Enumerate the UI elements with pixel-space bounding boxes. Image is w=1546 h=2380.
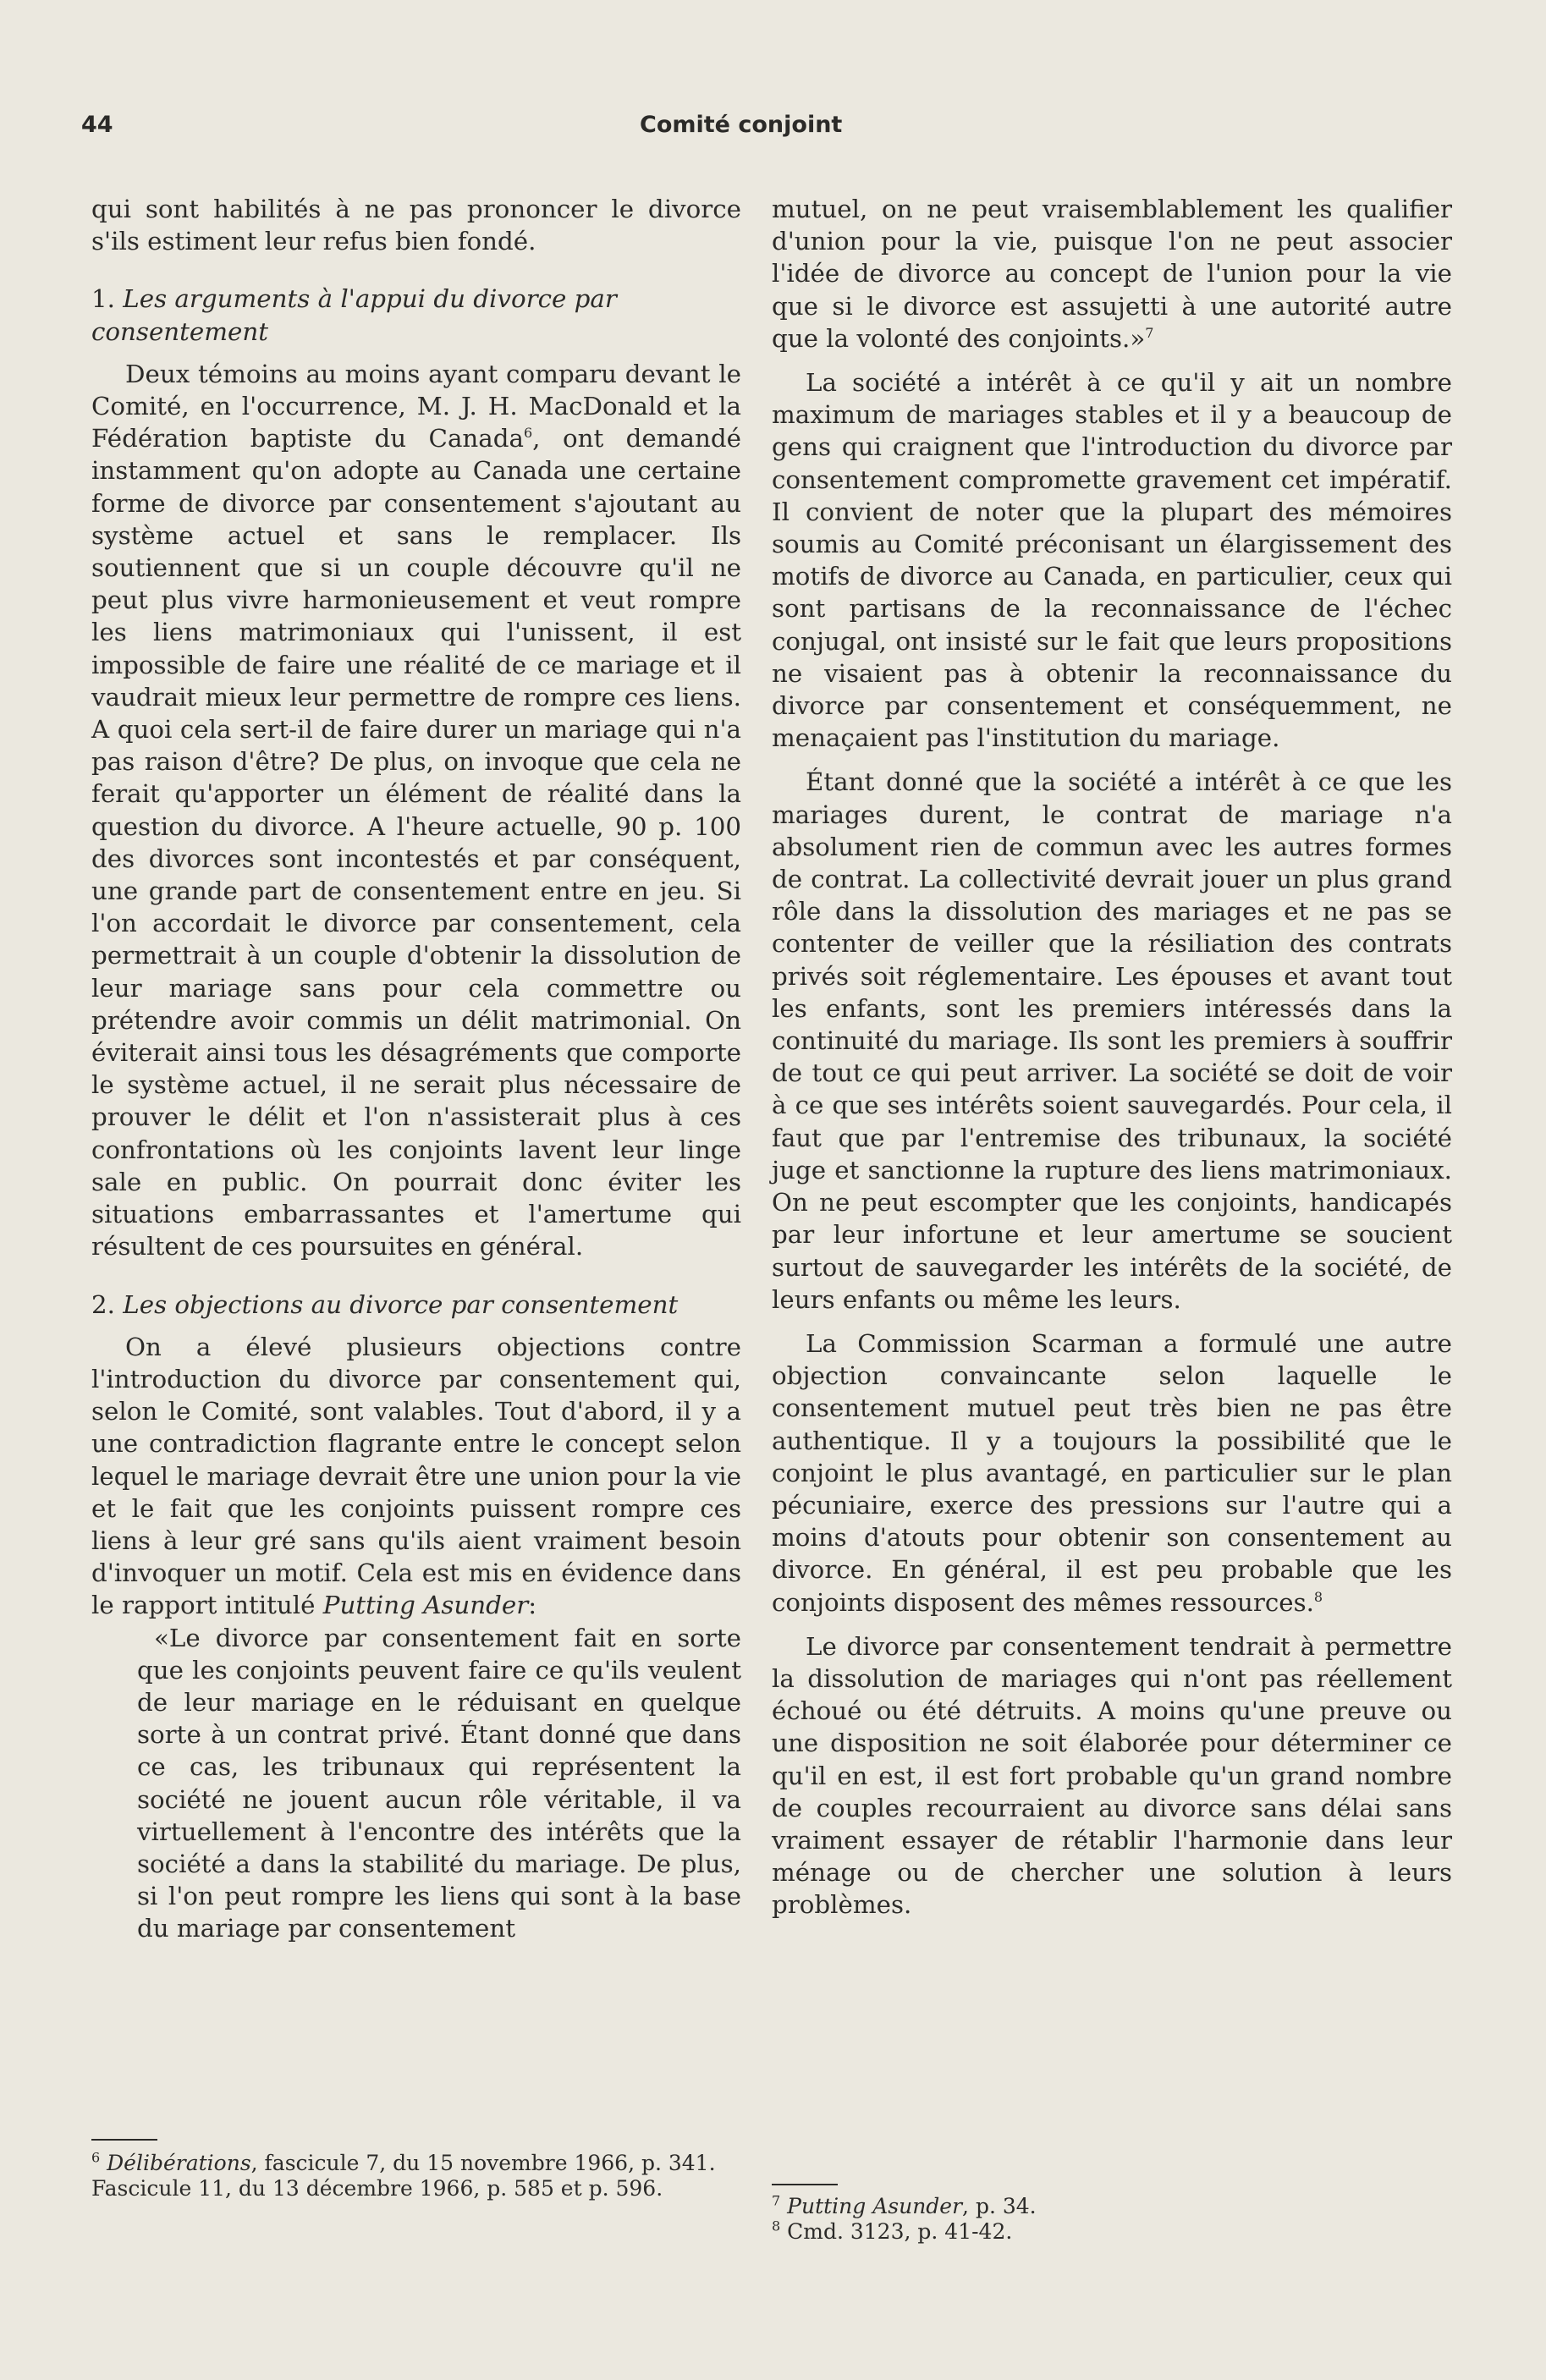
footnote-8: [772, 2219, 1440, 2245]
footnote-6-text: , fascicule 7, du 15 novembre 1966, p. 341. Fascicule 11, du 13 décembre 1966, p. 585 et p. 596.: [91, 2151, 716, 2201]
block-quote: [137, 1622, 741, 1945]
footnote-8-text: Cmd. 3123, p. 41-42.: [787, 2219, 1013, 2244]
section-2-text-a: On a élevé plusieurs objections contre l'introduction du divorce par consentement qui, selon le Comité, sont valables. Tout d'abord, il y a une contradiction flagrante entre le concept selon lequel le mariage devrait être une union pour la vie et le fait que les conjoints puissent rompre ces liens à leur gré sans qu'ils aient vraiment besoin d'invoquer un motif. Cela est mis en évidence dans le rapport intitulé: [91, 1332, 741, 1620]
footnote-ref-6: 6: [523, 425, 533, 442]
quote-continuation: [772, 193, 1452, 355]
footnote-8-number: 8: [772, 2218, 781, 2234]
section-1-paragraph: [91, 358, 741, 1263]
block-quote-text: «Le divorce par consentement fait en sorte que les conjoints peuvent faire ce qu'ils veulent de leur mariage en le réduisant en quelque sorte à un contrat privé. Étant donné que dans ce cas, les tribunaux qui représentent la société ne jouent aucun rôle véritable, il va virtuellement à l'encontre des intérêts que la société a dans la stabilité du mariage. De plus, si l'on peut rompre les liens qui sont à la base du mariage par consentement: [137, 1623, 741, 1943]
section-1-heading: [91, 283, 741, 347]
left-column: [91, 193, 741, 1945]
quote-continuation-text: mutuel, on ne peut vraisemblablement les qualifier d'union pour la vie, puisque l'on ne peut associer l'idée de divorce au concept de l'union pour la vie que si le divorce est assujetti à une autorité autre que la volonté des conjoints.»: [772, 195, 1452, 353]
footnote-7: [772, 2194, 1440, 2219]
page-number: 44: [81, 112, 113, 138]
paragraph-scarman-text: La Commission Scarman a formulé une autre objection convaincante selon laquelle le consentement mutuel peut très bien ne pas être authentique. Il y a toujours la possibilité que le conjoint le plus avantagé, en particulier sur le plan pécuniaire, exerce des pressions sur l'autre qui a moins d'atouts pour obtenir son consentement au divorce. En général, il est peu probable que les conjoints disposent des mêmes ressources.: [772, 1328, 1452, 1617]
section-1-text-a: Deux témoins au moins ayant comparu devant le Comité, en l'occurrence, M. J. H. MacDonald et la Fédération baptiste du Canada: [91, 359, 741, 453]
footnote-rule-left: [91, 2139, 157, 2141]
paragraph-dissolution: Le divorce par consentement tendrait à permettre la dissolution de mariages qui n'ont pas réellement échoué ou été détruits. A moins qu'une preuve ou une disposition ne soit élaborée pour déterminer ce qu'il en est, il est fort probable qu'un grand nombre de couples recourraient au divorce sans délai sans vraiment essayer de rétablir l'harmonie dans leur ménage ou de chercher une solution à leurs problèmes.: [772, 1631, 1452, 1920]
footnote-ref-8: 8: [1313, 1588, 1323, 1605]
section-1-title: Les arguments à l'appui du divorce par consentement: [91, 284, 617, 346]
footnote-7-title: Putting Asunder: [787, 2194, 963, 2218]
report-title: Putting Asunder: [322, 1591, 529, 1620]
footnote-7-text: , p. 34.: [962, 2194, 1037, 2218]
footnote-ref-7: 7: [1145, 325, 1154, 342]
footnote-6-number: 6: [91, 2149, 101, 2166]
running-header: [81, 112, 1465, 154]
right-column: [772, 193, 1452, 1921]
section-2-title: Les objections au divorce par consentement: [123, 1289, 679, 1319]
paragraph-contrat: Étant donné que la société a intérêt à ce que les mariages durent, le contrat de mariage n'a absolument rien de commun avec les autres formes de contrat. La collectivité devrait jouer un plus grand rôle dans la dissolution des mariages et ne pas se contenter de veiller que la résiliation des contrats privés soit réglementaire. Les épouses et avant tout les enfants, sont les premiers intéressés dans la continuité du mariage. Ils sont les premiers à souffrir de tout ce qui peut arriver. La société se doit de voir à ce que ses intérêts soient sauvegardés. Pour cela, il faut que par l'entremise des tribunaux, la société juge et sanctionne la rupture des liens matrimoniaux. On ne peut escompter que les conjoints, handicapés par leur infortune et leur amertume se soucient surtout de sauvegarder les intérêts de la société, de leurs enfants ou même les leurs.: [772, 767, 1452, 1314]
paragraph-societe: La société a intérêt à ce qu'il y ait un nombre maximum de mariages stables et il y a beaucoup de gens qui craignent que l'introduction du divorce par consentement compromette gravement cet impératif. Il convient de noter que la plupart des mémoires soumis au Comité préconisant un élargissement des motifs de divorce au Canada, en particulier, ceux qui sont partisans de la reconnaissance de l'échec conjugal, ont insisté sur le fait que leurs propositions ne visaient pas à obtenir la reconnaissance du divorce par consentement et conséquemment, ne menaçaient pas l'institution du mariage.: [772, 368, 1452, 753]
footnote-6: [91, 2151, 728, 2201]
section-2-number: 2.: [91, 1289, 115, 1319]
section-2-paragraph: [91, 1331, 741, 1622]
section-1-number: 1.: [91, 284, 115, 314]
footnotes-right: [772, 2194, 1440, 2245]
section-2-heading: [91, 1289, 741, 1321]
footnote-rule-right: [772, 2184, 838, 2185]
paragraph-scarman: [772, 1327, 1452, 1619]
footnote-7-number: 7: [772, 2192, 781, 2209]
intro-paragraph: qui sont habilités à ne pas prononcer le divorce s'ils estiment leur refus bien fondé.: [91, 195, 741, 256]
footnote-6-title: Délibérations: [107, 2151, 251, 2175]
section-2-text-b: :: [528, 1591, 537, 1620]
running-head-title: Comité conjoint: [640, 112, 843, 138]
section-1-text-b: , ont demandé instamment qu'on adopte au Canada une certaine forme de divorce par consentement s'ajoutant au système actuel et sans le remplacer. Ils soutiennent que si un couple découvre qu'il ne peut plus vivre harmonieusement et veut rompre les liens matrimoniaux qui l'unissent, il est impossible de faire une réalité de ce mariage et il vaudrait mieux leur permettre de rompre ces liens. A quoi cela sert-il de faire durer un mariage qui n'a pas raison d'être? De plus, on invoque que cela ne ferait qu'apporter un élément de réalité dans la question du divorce. A l'heure actuelle, 90 p. 100 des divorces sont incontestés et par conséquent, une grande part de consentement entre en jeu. Si l'on accordait le divorce par consentement, cela permettrait à un couple d'obtenir la dissolution de leur mariage sans pour cela commettre ou prétendre avoir commis un délit matrimonial. On éviterait ainsi tous les désagréments que comporte le système actuel, il ne serait plus nécessaire de prouver le délit et l'on n'assisterait plus à ces confrontations où les conjoints lavent leur linge sale en public. On pourrait donc éviter les situations embarrassantes et l'amertume qui résultent de ces poursuites en général.: [91, 424, 741, 1261]
